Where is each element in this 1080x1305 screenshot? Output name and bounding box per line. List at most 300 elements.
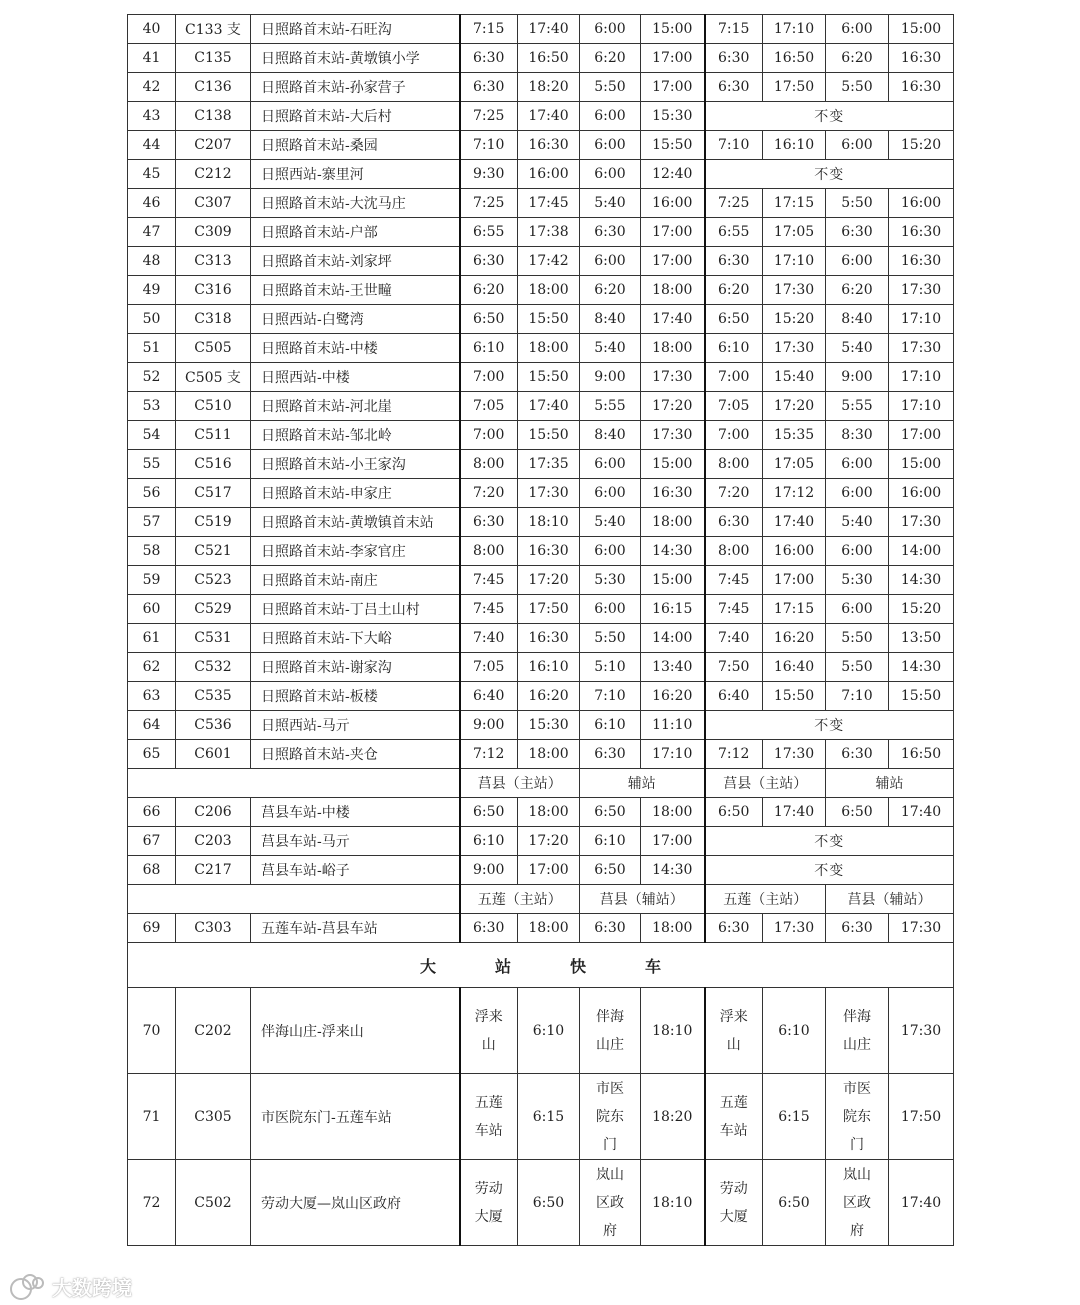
time-cell: 6:00: [826, 15, 889, 44]
table-row: [128, 334, 954, 363]
route-code: C511: [176, 421, 251, 450]
time-cell: 16:30: [518, 537, 580, 566]
row-number: 50: [128, 305, 176, 334]
table-row: [128, 740, 954, 769]
time-cell: 8:40: [580, 421, 641, 450]
time-cell: 18:00: [518, 740, 580, 769]
time-cell: 5:50: [580, 624, 641, 653]
route-name: 日照路首末站-申家庄: [251, 479, 460, 508]
time-cell: 15:20: [889, 131, 954, 160]
time-cell: 6:20: [580, 44, 641, 73]
time-cell: 6:10: [518, 988, 580, 1074]
time-cell: 18:00: [518, 276, 580, 305]
time-cell: 17:10: [889, 305, 954, 334]
route-code: C136: [176, 73, 251, 102]
station-subheader: [128, 885, 954, 914]
time-cell: 17:30: [641, 363, 705, 392]
route-code: C505 支: [176, 363, 251, 392]
time-cell: 14:30: [889, 653, 954, 682]
time-cell: 6:30: [705, 247, 763, 276]
terminal-station-name: 五莲车站: [474, 1094, 503, 1139]
route-code: C502: [176, 1160, 251, 1246]
time-cell: 6:10: [460, 334, 518, 363]
time-cell: 15:50: [518, 363, 580, 392]
table-row: [128, 421, 954, 450]
time-cell: 6:55: [705, 218, 763, 247]
route-name: 日照西站-寨里河: [251, 160, 460, 189]
section-title-char: 车: [644, 956, 661, 976]
row-number: 45: [128, 160, 176, 189]
route-name: 日照西站-白鹭湾: [251, 305, 460, 334]
row-number: 59: [128, 566, 176, 595]
time-cell: 6:00: [826, 450, 889, 479]
row-number: 70: [128, 988, 176, 1074]
time-cell: 6:00: [580, 479, 641, 508]
time-cell: 6:00: [580, 160, 641, 189]
row-number: 49: [128, 276, 176, 305]
row-number: 61: [128, 624, 176, 653]
time-cell: 17:42: [518, 247, 580, 276]
time-cell: 6:30: [460, 914, 518, 943]
time-cell: 17:40: [889, 798, 954, 827]
time-cell: 6:00: [826, 131, 889, 160]
table-row: [128, 276, 954, 305]
time-cell: 5:10: [580, 653, 641, 682]
route-name: 日照路首末站-刘家坪: [251, 247, 460, 276]
terminal-station: [705, 1160, 763, 1246]
time-cell: 7:10: [460, 131, 518, 160]
time-cell: 15:00: [889, 15, 954, 44]
time-cell: 12:40: [641, 160, 705, 189]
time-cell: 6:30: [705, 73, 763, 102]
unchanged-note: 不变: [705, 827, 954, 856]
terminal-station: [580, 1160, 641, 1246]
time-cell: 7:00: [705, 421, 763, 450]
time-cell: 15:00: [889, 450, 954, 479]
time-cell: 6:20: [705, 276, 763, 305]
route-code: C303: [176, 914, 251, 943]
route-name: 日照路首末站-石旺沟: [251, 15, 460, 44]
time-cell: 15:50: [518, 305, 580, 334]
row-number: 71: [128, 1074, 176, 1160]
time-cell: 18:20: [518, 73, 580, 102]
time-cell: 15:50: [518, 421, 580, 450]
time-cell: 7:12: [705, 740, 763, 769]
time-cell: 17:30: [889, 988, 954, 1074]
time-cell: 17:30: [889, 276, 954, 305]
row-number: 68: [128, 856, 176, 885]
time-cell: 6:10: [580, 711, 641, 740]
time-cell: 16:20: [641, 682, 705, 711]
time-cell: 6:00: [826, 247, 889, 276]
table-row: [128, 73, 954, 102]
time-cell: 17:50: [763, 73, 826, 102]
subheader-blank: [128, 885, 460, 914]
time-cell: 17:00: [763, 566, 826, 595]
row-number: 65: [128, 740, 176, 769]
time-cell: 7:25: [460, 102, 518, 131]
table-row: [128, 798, 954, 827]
row-number: 66: [128, 798, 176, 827]
route-code: C138: [176, 102, 251, 131]
time-cell: 17:40: [518, 102, 580, 131]
time-cell: 17:40: [518, 392, 580, 421]
station-header: 五莲（主站）: [460, 885, 580, 914]
time-cell: 8:30: [826, 421, 889, 450]
time-cell: 11:10: [641, 711, 705, 740]
route-name: 五莲车站-莒县车站: [251, 914, 460, 943]
table-row: [128, 189, 954, 218]
time-cell: 17:00: [641, 44, 705, 73]
table-row: [128, 1160, 954, 1246]
time-cell: 17:50: [889, 1074, 954, 1160]
time-cell: 16:30: [641, 479, 705, 508]
time-cell: 6:30: [705, 44, 763, 73]
route-code: C521: [176, 537, 251, 566]
unchanged-note: 不变: [705, 160, 954, 189]
row-number: 51: [128, 334, 176, 363]
time-cell: 17:10: [641, 740, 705, 769]
time-cell: 7:15: [705, 15, 763, 44]
time-cell: 7:50: [705, 653, 763, 682]
route-code: C532: [176, 653, 251, 682]
time-cell: 5:40: [826, 334, 889, 363]
route-code: C316: [176, 276, 251, 305]
terminal-station-name: 劳动大厦: [719, 1180, 748, 1225]
time-cell: 6:30: [705, 508, 763, 537]
time-cell: 15:35: [763, 421, 826, 450]
time-cell: 14:30: [889, 566, 954, 595]
watermark-logo-icon: [10, 1274, 48, 1300]
time-cell: 7:10: [705, 131, 763, 160]
time-cell: 6:30: [826, 218, 889, 247]
time-cell: 17:00: [641, 827, 705, 856]
terminal-station: [460, 1160, 518, 1246]
subheader-blank: [128, 769, 460, 798]
time-cell: 17:40: [889, 1160, 954, 1246]
time-cell: 6:50: [705, 305, 763, 334]
watermark-text: 大数跨境: [52, 1276, 132, 1300]
time-cell: 16:50: [889, 740, 954, 769]
time-cell: 14:00: [641, 624, 705, 653]
row-number: 52: [128, 363, 176, 392]
section-title-char: 站: [494, 956, 511, 976]
row-number: 72: [128, 1160, 176, 1246]
unchanged-note: 不变: [705, 711, 954, 740]
section-title-char: 大: [419, 956, 436, 976]
time-cell: 5:50: [826, 189, 889, 218]
terminal-station-name: 浮来山: [719, 1008, 748, 1053]
time-cell: 6:30: [705, 914, 763, 943]
time-cell: 6:50: [705, 798, 763, 827]
time-cell: 16:50: [763, 44, 826, 73]
time-cell: 6:30: [460, 73, 518, 102]
time-cell: 17:40: [641, 305, 705, 334]
table-row: [128, 15, 954, 44]
terminal-station-name: 劳动大厦: [474, 1180, 503, 1225]
route-name: 日照路首末站-小王家沟: [251, 450, 460, 479]
time-cell: 17:20: [641, 392, 705, 421]
time-cell: 8:00: [705, 450, 763, 479]
route-code: C212: [176, 160, 251, 189]
time-cell: 5:55: [826, 392, 889, 421]
route-code: C516: [176, 450, 251, 479]
time-cell: 6:15: [763, 1074, 826, 1160]
time-cell: 18:00: [641, 508, 705, 537]
time-cell: 6:50: [460, 305, 518, 334]
time-cell: 7:10: [580, 682, 641, 711]
terminal-station-name: 五莲车站: [719, 1094, 748, 1139]
row-number: 40: [128, 15, 176, 44]
time-cell: 5:30: [826, 566, 889, 595]
time-cell: 16:00: [889, 189, 954, 218]
table-row: [128, 711, 954, 740]
time-cell: 16:00: [518, 160, 580, 189]
time-cell: 6:30: [460, 247, 518, 276]
station-header: 莒县（主站）: [705, 769, 826, 798]
route-name: 日照路首末站-孙家营子: [251, 73, 460, 102]
table-row: [128, 827, 954, 856]
time-cell: 6:20: [826, 276, 889, 305]
time-cell: 18:00: [641, 914, 705, 943]
table-row: [128, 160, 954, 189]
section-title-row: [128, 943, 954, 988]
row-number: 63: [128, 682, 176, 711]
time-cell: 7:00: [705, 363, 763, 392]
station-header: 五莲（主站）: [705, 885, 826, 914]
table-row: [128, 305, 954, 334]
time-cell: 6:00: [580, 131, 641, 160]
table-row: [128, 537, 954, 566]
row-number: 69: [128, 914, 176, 943]
route-name: 劳动大厦—岚山区政府: [251, 1160, 460, 1246]
time-cell: 16:20: [763, 624, 826, 653]
time-cell: 6:50: [460, 798, 518, 827]
time-cell: 17:12: [763, 479, 826, 508]
time-cell: 17:10: [889, 363, 954, 392]
terminal-station-name: 市医院东门: [595, 1080, 624, 1153]
route-name: 日照路首末站-南庄: [251, 566, 460, 595]
table-row: [128, 595, 954, 624]
route-name: 日照路首末站-桑园: [251, 131, 460, 160]
time-cell: 6:40: [705, 682, 763, 711]
time-cell: 6:40: [460, 682, 518, 711]
time-cell: 14:30: [641, 856, 705, 885]
route-name: 日照路首末站-板楼: [251, 682, 460, 711]
route-code: C305: [176, 1074, 251, 1160]
time-cell: 17:10: [763, 15, 826, 44]
time-cell: 9:30: [460, 160, 518, 189]
table-row: [128, 508, 954, 537]
time-cell: 17:50: [518, 595, 580, 624]
time-cell: 15:50: [889, 682, 954, 711]
time-cell: 6:10: [580, 827, 641, 856]
time-cell: 16:30: [889, 73, 954, 102]
route-name: 莒县车站-峪子: [251, 856, 460, 885]
route-name: 日照路首末站-夹仓: [251, 740, 460, 769]
time-cell: 9:00: [460, 711, 518, 740]
time-cell: 16:30: [889, 44, 954, 73]
time-cell: 17:30: [763, 276, 826, 305]
time-cell: 7:15: [460, 15, 518, 44]
time-cell: 16:30: [518, 624, 580, 653]
time-cell: 7:10: [826, 682, 889, 711]
time-cell: 17:00: [518, 856, 580, 885]
route-name: 日照路首末站-王世疃: [251, 276, 460, 305]
time-cell: 6:30: [460, 44, 518, 73]
time-cell: 8:40: [580, 305, 641, 334]
time-cell: 7:45: [460, 566, 518, 595]
route-code: C313: [176, 247, 251, 276]
section-title: [128, 943, 954, 988]
route-code: C601: [176, 740, 251, 769]
row-number: 47: [128, 218, 176, 247]
time-cell: 6:00: [580, 450, 641, 479]
time-cell: 16:40: [763, 653, 826, 682]
time-cell: 16:50: [518, 44, 580, 73]
time-cell: 15:50: [641, 131, 705, 160]
time-cell: 5:40: [580, 189, 641, 218]
time-cell: 5:55: [580, 392, 641, 421]
route-name: 日照路首末站-下大峪: [251, 624, 460, 653]
time-cell: 15:00: [641, 15, 705, 44]
table-row: [128, 247, 954, 276]
time-cell: 18:20: [641, 1074, 705, 1160]
row-number: 55: [128, 450, 176, 479]
time-cell: 16:10: [518, 653, 580, 682]
time-cell: 5:50: [826, 73, 889, 102]
time-cell: 16:00: [641, 189, 705, 218]
time-cell: 17:45: [518, 189, 580, 218]
time-cell: 6:00: [826, 479, 889, 508]
time-cell: 15:20: [889, 595, 954, 624]
time-cell: 15:30: [641, 102, 705, 131]
route-code: C519: [176, 508, 251, 537]
row-number: 43: [128, 102, 176, 131]
time-cell: 5:30: [580, 566, 641, 595]
route-code: C523: [176, 566, 251, 595]
time-cell: 6:50: [580, 856, 641, 885]
time-cell: 7:25: [705, 189, 763, 218]
time-cell: 6:00: [826, 537, 889, 566]
time-cell: 6:10: [460, 827, 518, 856]
time-cell: 6:00: [826, 595, 889, 624]
route-name: 日照路首末站-户部: [251, 218, 460, 247]
time-cell: 17:20: [518, 566, 580, 595]
table-row: [128, 392, 954, 421]
time-cell: 17:30: [518, 479, 580, 508]
time-cell: 17:00: [641, 218, 705, 247]
terminal-station-name: 岚山区政府: [842, 1166, 871, 1239]
route-code: C217: [176, 856, 251, 885]
route-code: C309: [176, 218, 251, 247]
time-cell: 15:00: [641, 450, 705, 479]
time-cell: 7:00: [460, 363, 518, 392]
terminal-station-name: 岚山区政府: [595, 1166, 624, 1239]
time-cell: 13:40: [641, 653, 705, 682]
table-row: [128, 566, 954, 595]
row-number: 64: [128, 711, 176, 740]
time-cell: 17:10: [889, 392, 954, 421]
time-cell: 17:00: [641, 73, 705, 102]
time-cell: 17:35: [518, 450, 580, 479]
terminal-station-name: 伴海山庄: [595, 1008, 624, 1053]
time-cell: 5:40: [580, 508, 641, 537]
time-cell: 7:45: [460, 595, 518, 624]
time-cell: 5:40: [580, 334, 641, 363]
table-row: [128, 450, 954, 479]
route-code: C510: [176, 392, 251, 421]
route-name: 日照路首末站-邹北岭: [251, 421, 460, 450]
route-code: C133 支: [176, 15, 251, 44]
row-number: 57: [128, 508, 176, 537]
route-code: C529: [176, 595, 251, 624]
time-cell: 9:00: [460, 856, 518, 885]
time-cell: 14:00: [889, 537, 954, 566]
table-row: [128, 218, 954, 247]
time-cell: 6:00: [580, 15, 641, 44]
time-cell: 8:00: [460, 450, 518, 479]
route-code: C203: [176, 827, 251, 856]
station-header: 辅站: [580, 769, 705, 798]
time-cell: 16:00: [889, 479, 954, 508]
table-row: [128, 914, 954, 943]
time-cell: 17:30: [889, 914, 954, 943]
time-cell: 16:30: [889, 247, 954, 276]
time-cell: 18:00: [641, 276, 705, 305]
time-cell: 13:50: [889, 624, 954, 653]
time-cell: 6:50: [763, 1160, 826, 1246]
time-cell: 7:12: [460, 740, 518, 769]
time-cell: 15:40: [763, 363, 826, 392]
route-name: 日照路首末站-大沈马庄: [251, 189, 460, 218]
route-code: C202: [176, 988, 251, 1074]
time-cell: 16:20: [518, 682, 580, 711]
terminal-station: [580, 1074, 641, 1160]
time-cell: 6:50: [580, 798, 641, 827]
row-number: 60: [128, 595, 176, 624]
table-row: [128, 988, 954, 1074]
row-number: 42: [128, 73, 176, 102]
time-cell: 6:00: [580, 247, 641, 276]
terminal-station: [460, 1074, 518, 1160]
time-cell: 15:30: [518, 711, 580, 740]
time-cell: 15:20: [763, 305, 826, 334]
time-cell: 7:20: [705, 479, 763, 508]
route-code: C207: [176, 131, 251, 160]
time-cell: 18:10: [641, 988, 705, 1074]
unchanged-note: 不变: [705, 856, 954, 885]
time-cell: 16:10: [763, 131, 826, 160]
time-cell: 6:20: [826, 44, 889, 73]
table-row: [128, 363, 954, 392]
terminal-station: [580, 988, 641, 1074]
route-name: 日照西站-马亓: [251, 711, 460, 740]
time-cell: 6:30: [826, 914, 889, 943]
time-cell: 14:30: [641, 537, 705, 566]
route-name: 日照路首末站-李家官庄: [251, 537, 460, 566]
row-number: 48: [128, 247, 176, 276]
time-cell: 7:40: [460, 624, 518, 653]
time-cell: 7:45: [705, 566, 763, 595]
table-row: [128, 131, 954, 160]
time-cell: 17:40: [763, 798, 826, 827]
terminal-station: [705, 988, 763, 1074]
time-cell: 17:40: [763, 508, 826, 537]
row-number: 46: [128, 189, 176, 218]
time-cell: 7:40: [705, 624, 763, 653]
route-name: 日照路首末站-中楼: [251, 334, 460, 363]
